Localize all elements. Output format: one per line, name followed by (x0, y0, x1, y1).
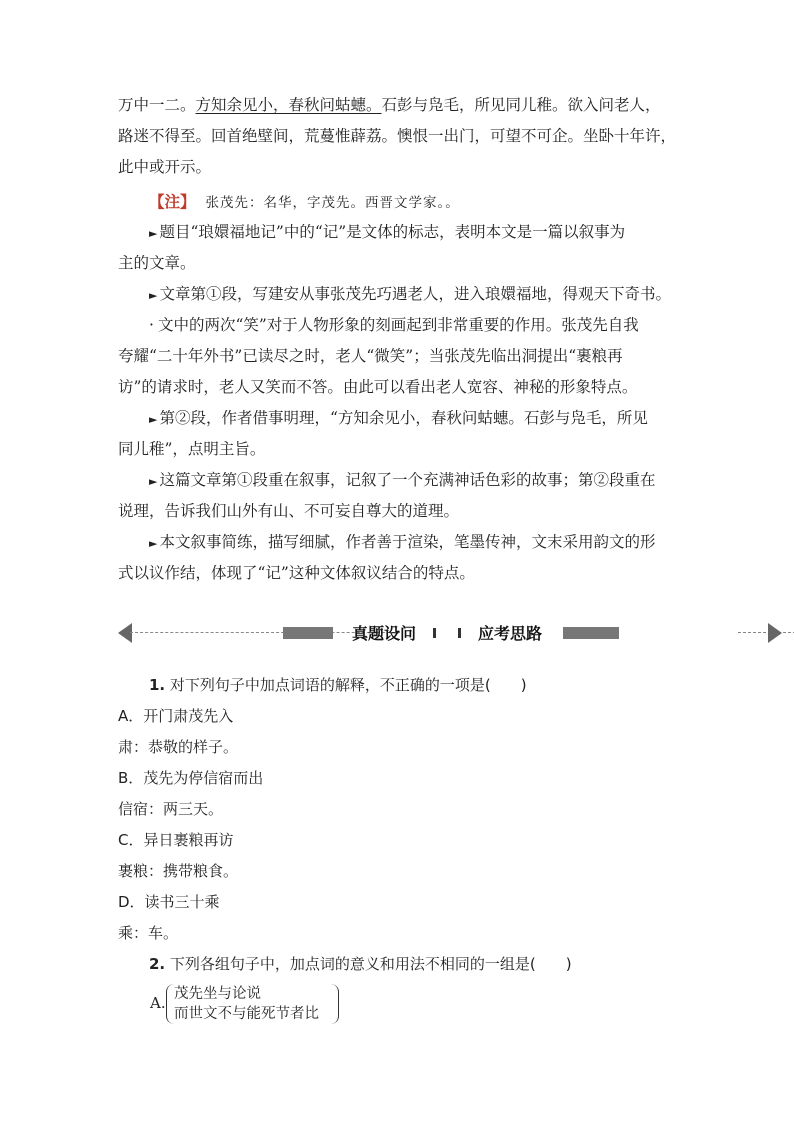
note-tag: 【注】 (149, 192, 196, 211)
banner-dashed-line-right (738, 632, 794, 633)
triangle-marker-icon: ► (149, 289, 158, 302)
arrow-right-icon (768, 623, 782, 643)
sentence-2: 而世文不与能死节者比 (174, 1006, 319, 1022)
option-a: A．开门肃茂先入 (118, 707, 234, 725)
sentence-1: 茂先坐与论说 (174, 986, 261, 1002)
question-stem: 下列各组句子中，加点词的意义和用法不相同的一组是( ) (169, 955, 572, 973)
note (118, 186, 678, 217)
analysis-5: ► 这篇文章第①段重在叙事，记叙了一个充满神话色彩的故事；第②段重在 说理，告诉我们山外有山、不可妄自尊大的道理。 (118, 465, 678, 527)
section-banner (118, 620, 782, 646)
triangle-marker-icon: ► (149, 227, 158, 240)
right-brace-icon (330, 984, 339, 1024)
poem-continuation (118, 90, 678, 183)
banner-separator (458, 628, 461, 638)
analysis-4: ► 第②段，作者借事明理，“方知余见小，春秋问蛄蟪。石彭与凫毛，所见 同儿稚”，点明主旨。 (118, 403, 678, 465)
question-number: 2. (149, 955, 166, 973)
banner-bar-left (283, 627, 333, 639)
triangle-marker-icon: ► (149, 475, 158, 488)
option-d-explanation: 乘：车。 (118, 924, 179, 942)
option-label: A. (150, 994, 166, 1012)
option-b-explanation: 信宿：两三天。 (118, 800, 224, 818)
analysis-1: ► 题目“琅嬛福地记”中的“记”是文体的标志，表明本文是一篇以叙事为 主的文章。 (118, 217, 678, 279)
analysis-2: ► 文章第①段，写建安从事张茂先巧遇老人，进入琅嬛福地，得观天下奇书。 (118, 279, 678, 310)
dot-marker-icon: · (149, 316, 154, 334)
option-c: C．异日裹粮再访 (118, 831, 234, 849)
question-2 (118, 949, 678, 980)
poem-line-3: 此中或开示。 (118, 158, 212, 176)
question-1 (118, 670, 678, 949)
question-number: 1. (149, 676, 166, 694)
poem-line-2: 路迷不得至。回首绝壁间，荒蔓惟薜荔。懊恨一出门，可望不可企。坐卧十年许， (118, 127, 677, 145)
banner-title-right: 应考思路 (478, 624, 543, 643)
arrow-left-icon (118, 623, 132, 643)
analysis-3: · 文中的两次“笑”对于人物形象的刻画起到非常重要的作用。张茂先自我 夸耀“二十年外书”已读尽之时，老人“微笑”；当张茂先临出洞提出“裹粮再 访”的请求时，老人又笑而不答。由此可以看出老人宽容、神秘的形象特点。 (118, 310, 678, 403)
option-a-explanation: 肃：恭敬的样子。 (118, 738, 239, 756)
triangle-marker-icon: ► (149, 413, 158, 426)
banner-separator (433, 628, 436, 638)
option-b: B．茂先为停信宿而出 (118, 769, 264, 787)
underlined-phrase: 方知余见小，春秋问蛄蟪。 (195, 96, 382, 114)
analysis-6: ► 本文叙事简练，描写细腻，作者善于渲染，笔墨传神，文末采用韵文的形 式以议作结，体现了“记”这种文体叙议结合的特点。 (118, 527, 678, 589)
question-stem: 对下列句子中加点词语的解释，不正确的一项是( ) (169, 676, 527, 694)
banner-title-left: 真题设问 (352, 624, 417, 643)
option-c-explanation: 裹粮：携带粮食。 (118, 862, 239, 880)
option-d: D．读书三十乘 (118, 893, 220, 911)
banner-bar-right (563, 627, 619, 639)
poem-line-1: 万中一二。方知余见小，春秋问蛄蟪。石彭与凫毛，所见同儿稚。欲入问老人， (118, 96, 661, 114)
triangle-marker-icon: ► (149, 537, 158, 550)
option-a-sentences (174, 984, 319, 1024)
note-text: 张茂先：名华，字茂先。西晋文学家。。 (205, 195, 460, 211)
